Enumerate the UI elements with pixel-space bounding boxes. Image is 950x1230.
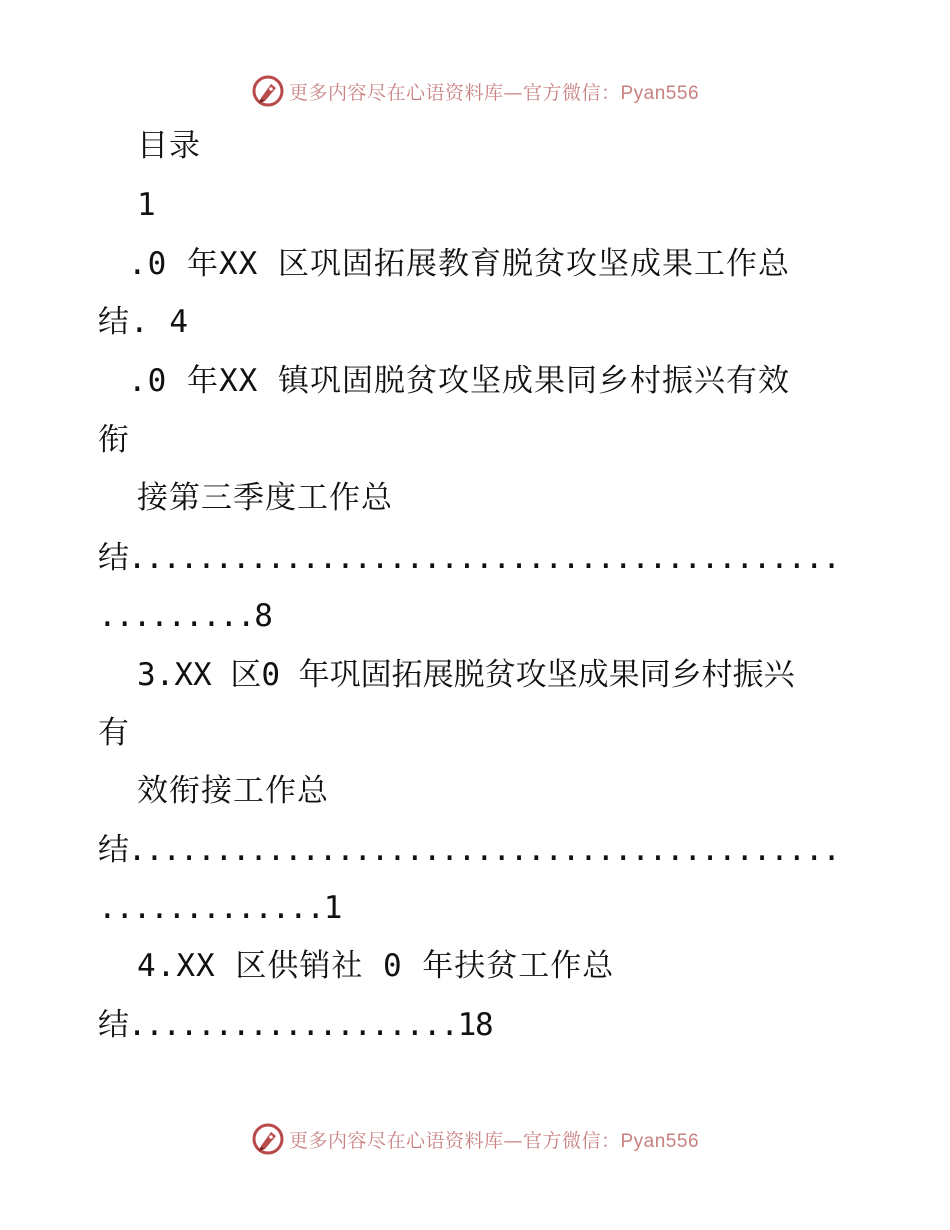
- toc-line: .............1: [98, 890, 342, 926]
- header-banner: [0, 71, 950, 111]
- toc-line: 接第三季度工作总: [137, 480, 393, 516]
- toc-line: 3.XX 区0 年巩固拓展脱贫攻坚成果同乡村振兴: [137, 657, 795, 693]
- toc-line: 衔: [98, 422, 130, 458]
- toc-line: 4.XX 区供销社 0 年扶贫工作总: [137, 948, 615, 984]
- toc-line: .0 年XX 区巩固拓展教育脱贫攻坚成果工作总: [128, 246, 790, 282]
- toc-line: 结...................18: [98, 1007, 493, 1043]
- toc-line: .0 年XX 镇巩固脱贫攻坚成果同乡村振兴有效: [128, 363, 790, 399]
- footer-banner: [0, 1119, 950, 1159]
- pen-nib-circle-icon: [251, 1122, 285, 1156]
- pen-nib-circle-icon: [251, 74, 285, 108]
- toc-title: 目录: [137, 128, 201, 164]
- toc-line: 效衔接工作总: [137, 773, 329, 809]
- toc-line: 结.........................................: [98, 540, 840, 576]
- banner-text: 更多内容尽在心语资料库—官方微信：Pyan556: [288, 81, 700, 104]
- wechat-id: Pyan556: [620, 1130, 700, 1152]
- toc-line: 1: [137, 187, 157, 223]
- toc-line: 结. 4: [98, 304, 189, 340]
- toc-line: 有: [98, 715, 130, 751]
- toc-line: 结.........................................: [98, 832, 840, 868]
- banner-text: 更多内容尽在心语资料库—官方微信：Pyan556: [288, 1129, 700, 1152]
- wechat-id: Pyan556: [620, 82, 700, 104]
- toc-line: .........8: [98, 598, 272, 634]
